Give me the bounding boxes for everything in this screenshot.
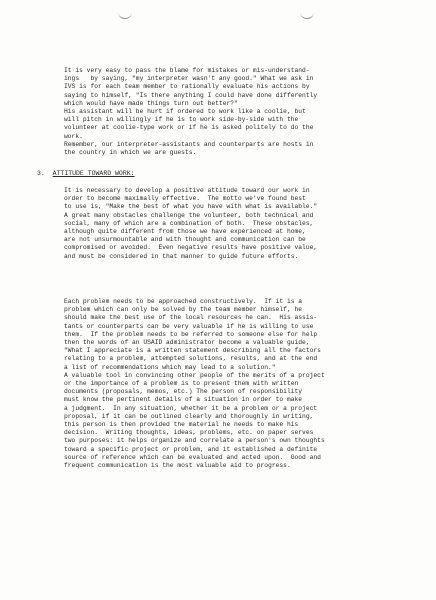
text-line: relating to a problem, attempted solutions, results, and at the end: [64, 355, 318, 363]
intro-paragraph: [64, 67, 317, 157]
text-line: Remember, our interpreter-assistants and counterparts are hosts in: [64, 140, 314, 148]
text-line: or the importance of a problem is to present them with written: [64, 380, 299, 388]
text-line: the country in which we are guests.: [64, 149, 197, 157]
text-line: It is very easy to pass the blame for mistakes or mis-understand-: [64, 67, 310, 74]
text-line: IVS is for each team member to rationally evaluate his actions by: [64, 83, 310, 91]
text-line: "What I appreciate is a written statement describing all the factors: [64, 347, 321, 355]
text-line: source of reference which can be evaluated and acted upon. Good and: [64, 453, 321, 461]
text-line: a judgment. In any situation, whether it be a problem or a project: [64, 404, 318, 412]
text-line: proposal, if it can be outlined clearly and thoroughly in writing,: [64, 412, 314, 420]
text-line: although quite different from those we have experienced at home,: [64, 228, 306, 236]
text-line: are not unsurmountable and with thought and communication can be: [64, 236, 306, 244]
problem-approach-paragraph: [64, 298, 325, 470]
punch-hole-mark-right: [300, 12, 314, 19]
text-line: a list of recommendations which may lead to a solution.": [64, 363, 276, 371]
text-line: problem which can only be solved by the team member himself, he: [64, 306, 303, 314]
section-heading: [37, 170, 135, 178]
text-line: will pitch in willingly if he is to work side-by-side with the: [64, 116, 299, 124]
text-line: A valuable tool in convincing other people of the merits of a project: [64, 371, 325, 379]
text-line: to use is, "Make the best of what you have with what is available.": [64, 203, 318, 211]
text-line: which would have made things turn out better?": [64, 99, 238, 107]
text-line: It is necessary to develop a positive attitude toward our work in: [64, 187, 310, 194]
attitude-paragraph: [64, 187, 317, 261]
text-line: should make the best use of the local resources he can. His assis-: [64, 314, 318, 322]
text-line: documents (proposals, memos, etc.) The person of responsibility: [64, 388, 303, 396]
text-line: work.: [64, 132, 83, 140]
text-line: must know the pertinent details of a situation in order to make: [64, 396, 303, 404]
text-line: order to become maximally effective. The motto we've found best: [64, 195, 306, 203]
text-line: them. If the problem needs to be referred to someone else for help: [64, 330, 318, 338]
text-line: Each problem needs to be approached constructively. If it is a: [64, 298, 303, 305]
text-line: His assistant will be hurt if ordered to work like a coolie, but: [64, 108, 306, 116]
text-line: volunteer at coolie-type work or if he is asked politely to do the: [64, 124, 314, 132]
text-line: A great many obstacles challenge the volunteer, both technical and: [64, 211, 314, 219]
section-title: ATTITUDE TOWARD WORK:: [52, 170, 135, 177]
text-line: saying to himself, "Is there anything I could have done differently: [64, 91, 318, 99]
text-line: this person is then provided the material he needs to make his: [64, 421, 299, 429]
text-line: social, many of which are a combination of both. These obstacles,: [64, 219, 314, 227]
text-line: decision. Writing thoughts, ideas, problems, etc. on paper serves: [64, 429, 314, 437]
text-line: toward a specific project or problem, and it established a definite: [64, 445, 318, 453]
text-line: then the words of an USAID administrator become a valuable guide,: [64, 339, 310, 347]
text-line: tants or counterparts can be very valuable if he is willing to use: [64, 322, 314, 330]
text-line: compromised or avoided. Even negative results have positive value,: [64, 244, 318, 252]
section-number: 3.: [37, 170, 45, 177]
text-line: frequent communication is the most valuable aid to progress.: [64, 462, 291, 470]
punch-hole-mark-left: [118, 12, 132, 19]
text-line: two purposes: it helps organize and correlate a person's own thoughts: [64, 437, 325, 445]
text-line: and must be considered in that manner to guide future efforts.: [64, 252, 299, 260]
text-line: ings by saying, "my interpreter wasn't any good." What we ask in: [64, 75, 314, 83]
